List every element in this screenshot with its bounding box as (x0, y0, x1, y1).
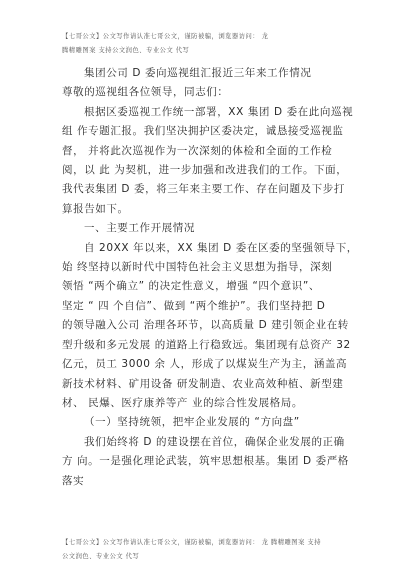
document-body (62, 64, 358, 491)
body-line: 领悟 “两个确立” 的决定性意义，增强 “四个意识”、 (62, 280, 320, 293)
body-line: 根据区委巡视工作统一部署，XX 集团 D 委在此向巡视 (84, 105, 354, 118)
page-header (62, 30, 362, 58)
body-line: 型升级和多元发展 的道路上行稳致远。集团现有总资产 32 (62, 338, 351, 351)
salutation: 尊敬的巡视组各位领导，同志们： (62, 86, 229, 99)
page-footer (62, 536, 362, 564)
body-line: 始 终坚持以新时代中国特色社会主义思想为指导，深刻 (62, 261, 333, 274)
body-line: 亿元，员工 3000 余 人，形成了以煤炭生产为主，涵盖高 (62, 358, 348, 371)
body-line: 新技术材料、矿用设备 研发制造、农业高效种植、新型建 (62, 377, 344, 390)
header-line-1: 【七哥公文】公文写作请认准七哥公文，谨防被骗，浏览器访问： 龙 (62, 33, 269, 40)
body-line: 我们始终将 D 的建设摆在首位，确保企业发展的正确 (84, 435, 345, 448)
body-line: 的领导融入公司 治理各环节，以高质量 D 建引领企业在转 (62, 319, 349, 332)
body-line: 方 向。一是强化理论武装，筑牢思想根基。集团 D 委严格 (62, 455, 349, 468)
footer-line-2: 公文润色、专业公文 代写 (62, 553, 140, 560)
subsection-heading: （一）坚持统领，把牢企业发展的 “方向盘” (84, 416, 300, 429)
body-line: 算报告如下。 (62, 202, 129, 215)
footer-line-1: 【七哥公文】公文写作请认准七哥公文，谨防被骗，浏览器访问： 龙 腾精雕图案 支持 (62, 539, 321, 546)
body-line: 坚定 “ 四 个自信”、做到 “两个维护”。我们坚持把 D (62, 299, 326, 312)
header-line-2: 腾精雕图案 支持公文润色、专业公文 代写 (62, 47, 190, 54)
body-line: 阅，以 此 为契机，进一步加强和改进我们的工作。下面， (62, 164, 348, 177)
body-line: 自 20XX 年以来，XX 集团 D 委在区委的坚强领导下， (84, 241, 358, 254)
body-line: 材、 民爆、医疗康养等产 业的综合性发展格局。 (62, 396, 303, 409)
section-heading: 一、主要工作开展情况 (84, 222, 195, 235)
body-line: 落实 (62, 474, 85, 487)
document-title: 集团公司 D 委向巡视组汇报近三年来工作情况 (84, 67, 312, 79)
body-line: 组 作专题汇报。我们坚决拥护区委决定，诚恳接受巡视监 (62, 125, 344, 138)
body-line: 督， 并将此次巡视作为一次深刻的体检和全面的工作检 (62, 144, 333, 157)
body-line: 我代表集团 D 委，将三年来主要工作、存在问题及下步打 (62, 183, 345, 196)
